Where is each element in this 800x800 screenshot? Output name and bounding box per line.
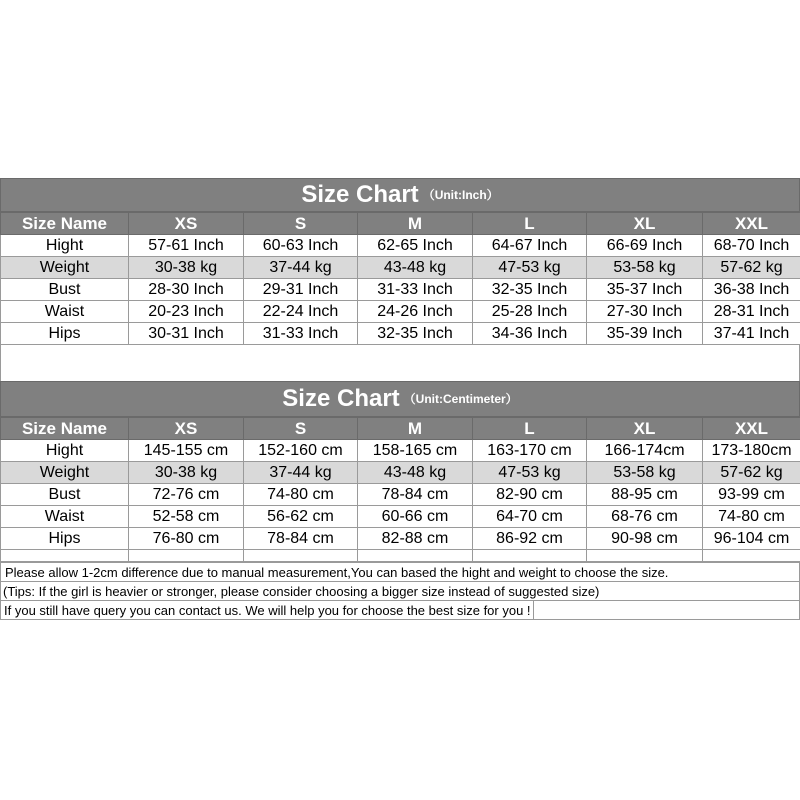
table-row bbox=[1, 462, 800, 484]
table-cell: 57-62 kg bbox=[703, 462, 800, 484]
table-cell: 35-37 Inch bbox=[587, 279, 703, 301]
table-cell: 90-98 cm bbox=[587, 528, 703, 550]
header-cell: XXL bbox=[703, 418, 800, 440]
table-cell: 47-53 kg bbox=[473, 257, 587, 279]
table-cell: 166-174cm bbox=[587, 440, 703, 462]
table-cell: 25-28 Inch bbox=[473, 301, 587, 323]
table-cell: 37-44 kg bbox=[244, 462, 358, 484]
header-cell: XL bbox=[587, 418, 703, 440]
table-cell: 31-33 Inch bbox=[358, 279, 473, 301]
header-cell: XL bbox=[587, 213, 703, 235]
table-cell: 31-33 Inch bbox=[244, 323, 358, 345]
table-cell: 68-70 Inch bbox=[703, 235, 800, 257]
row-label: Weight bbox=[1, 257, 129, 279]
table-cell: 82-88 cm bbox=[358, 528, 473, 550]
table-cell: 88-95 cm bbox=[587, 484, 703, 506]
table-row bbox=[1, 279, 800, 301]
table-cell: 76-80 cm bbox=[129, 528, 244, 550]
header-cell: Size Name bbox=[1, 418, 129, 440]
table-cell: 173-180cm bbox=[703, 440, 800, 462]
empty-cell bbox=[703, 550, 800, 562]
table-cell: 64-67 Inch bbox=[473, 235, 587, 257]
table-cell: 20-23 Inch bbox=[129, 301, 244, 323]
table-cell: 29-31 Inch bbox=[244, 279, 358, 301]
table-cell: 68-76 cm bbox=[587, 506, 703, 528]
table-cell: 30-31 Inch bbox=[129, 323, 244, 345]
table-row bbox=[1, 528, 800, 550]
table-cell: 32-35 Inch bbox=[473, 279, 587, 301]
table-cell: 24-26 Inch bbox=[358, 301, 473, 323]
header-cell: S bbox=[244, 213, 358, 235]
row-label: Hight bbox=[1, 440, 129, 462]
table-cell: 27-30 Inch bbox=[587, 301, 703, 323]
table-cell: 78-84 cm bbox=[244, 528, 358, 550]
row-label: Hips bbox=[1, 323, 129, 345]
table-cell: 60-63 Inch bbox=[244, 235, 358, 257]
header-cell: XXL bbox=[703, 213, 800, 235]
table-cell: 47-53 kg bbox=[473, 462, 587, 484]
table-cell: 62-65 Inch bbox=[358, 235, 473, 257]
row-label: Bust bbox=[1, 484, 129, 506]
table-cell: 53-58 kg bbox=[587, 257, 703, 279]
table-cell: 43-48 kg bbox=[358, 257, 473, 279]
table-row bbox=[1, 440, 800, 462]
note-line-2: (Tips: If the girl is heavier or stronger, please consider choosing a bigger size instead of suggested size) bbox=[1, 581, 799, 600]
table-cell: 66-69 Inch bbox=[587, 235, 703, 257]
cm-table-title-bar bbox=[0, 381, 800, 417]
table-row bbox=[1, 484, 800, 506]
header-cell: S bbox=[244, 418, 358, 440]
table-cell: 93-99 cm bbox=[703, 484, 800, 506]
table-row bbox=[1, 506, 800, 528]
empty-cell bbox=[473, 550, 587, 562]
inch-table-title: Size Chart bbox=[301, 181, 419, 208]
table-cell: 32-35 Inch bbox=[358, 323, 473, 345]
table-cell: 35-39 Inch bbox=[587, 323, 703, 345]
row-label: Bust bbox=[1, 279, 129, 301]
table-cell: 158-165 cm bbox=[358, 440, 473, 462]
table-cell: 56-62 cm bbox=[244, 506, 358, 528]
table-cell: 37-41 Inch bbox=[703, 323, 800, 345]
row-label: Weight bbox=[1, 462, 129, 484]
cm-size-table bbox=[0, 417, 800, 562]
table-cell: 34-36 Inch bbox=[473, 323, 587, 345]
table-cell: 57-62 kg bbox=[703, 257, 800, 279]
table-cell: 28-30 Inch bbox=[129, 279, 244, 301]
inch-header-row bbox=[1, 213, 800, 235]
note-line-3-text: If you still have query you can contact us. We will help you for choose the best size for you ! bbox=[4, 601, 534, 619]
header-cell: L bbox=[473, 213, 587, 235]
table-cell: 145-155 cm bbox=[129, 440, 244, 462]
empty-cell bbox=[1, 550, 129, 562]
header-cell: M bbox=[358, 418, 473, 440]
table-row bbox=[1, 235, 800, 257]
table-cell: 53-58 kg bbox=[587, 462, 703, 484]
note-line-3 bbox=[1, 600, 799, 619]
header-cell: Size Name bbox=[1, 213, 129, 235]
table-cell: 60-66 cm bbox=[358, 506, 473, 528]
cm-table-unit: （Unit:Centimeter） bbox=[403, 392, 518, 406]
table-cell: 152-160 cm bbox=[244, 440, 358, 462]
inch-table-unit: （Unit:Inch） bbox=[422, 188, 499, 202]
row-label: Hips bbox=[1, 528, 129, 550]
table-cell: 74-80 cm bbox=[244, 484, 358, 506]
empty-cell bbox=[587, 550, 703, 562]
cm-table-title: Size Chart bbox=[282, 385, 400, 412]
header-cell: XS bbox=[129, 213, 244, 235]
empty-cell bbox=[129, 550, 244, 562]
table-cell: 43-48 kg bbox=[358, 462, 473, 484]
inch-table-title-bar bbox=[0, 178, 800, 212]
table-cell: 82-90 cm bbox=[473, 484, 587, 506]
header-cell: XS bbox=[129, 418, 244, 440]
table-cell: 163-170 cm bbox=[473, 440, 587, 462]
table-cell: 30-38 kg bbox=[129, 462, 244, 484]
empty-cell bbox=[358, 550, 473, 562]
row-label: Waist bbox=[1, 506, 129, 528]
table-row bbox=[1, 323, 800, 345]
size-chart-sheet bbox=[0, 178, 800, 620]
cm-header-row bbox=[1, 418, 800, 440]
header-cell: L bbox=[473, 418, 587, 440]
empty-row bbox=[1, 550, 800, 562]
table-cell: 30-38 kg bbox=[129, 257, 244, 279]
table-cell: 37-44 kg bbox=[244, 257, 358, 279]
table-cell: 28-31 Inch bbox=[703, 301, 800, 323]
empty-cell bbox=[244, 550, 358, 562]
table-row bbox=[1, 257, 800, 279]
notes-section bbox=[0, 562, 800, 620]
table-cell: 36-38 Inch bbox=[703, 279, 800, 301]
table-cell: 78-84 cm bbox=[358, 484, 473, 506]
section-spacer bbox=[0, 345, 800, 381]
inch-size-table bbox=[0, 212, 800, 345]
header-cell: M bbox=[358, 213, 473, 235]
note-line-1: Please allow 1-2cm difference due to manual measurement,You can based the hight and weight to choose the size. bbox=[1, 562, 799, 581]
table-cell: 74-80 cm bbox=[703, 506, 800, 528]
row-label: Hight bbox=[1, 235, 129, 257]
row-label: Waist bbox=[1, 301, 129, 323]
table-cell: 86-92 cm bbox=[473, 528, 587, 550]
table-cell: 72-76 cm bbox=[129, 484, 244, 506]
table-cell: 52-58 cm bbox=[129, 506, 244, 528]
table-cell: 96-104 cm bbox=[703, 528, 800, 550]
table-cell: 64-70 cm bbox=[473, 506, 587, 528]
table-cell: 22-24 Inch bbox=[244, 301, 358, 323]
table-cell: 57-61 Inch bbox=[129, 235, 244, 257]
table-row bbox=[1, 301, 800, 323]
